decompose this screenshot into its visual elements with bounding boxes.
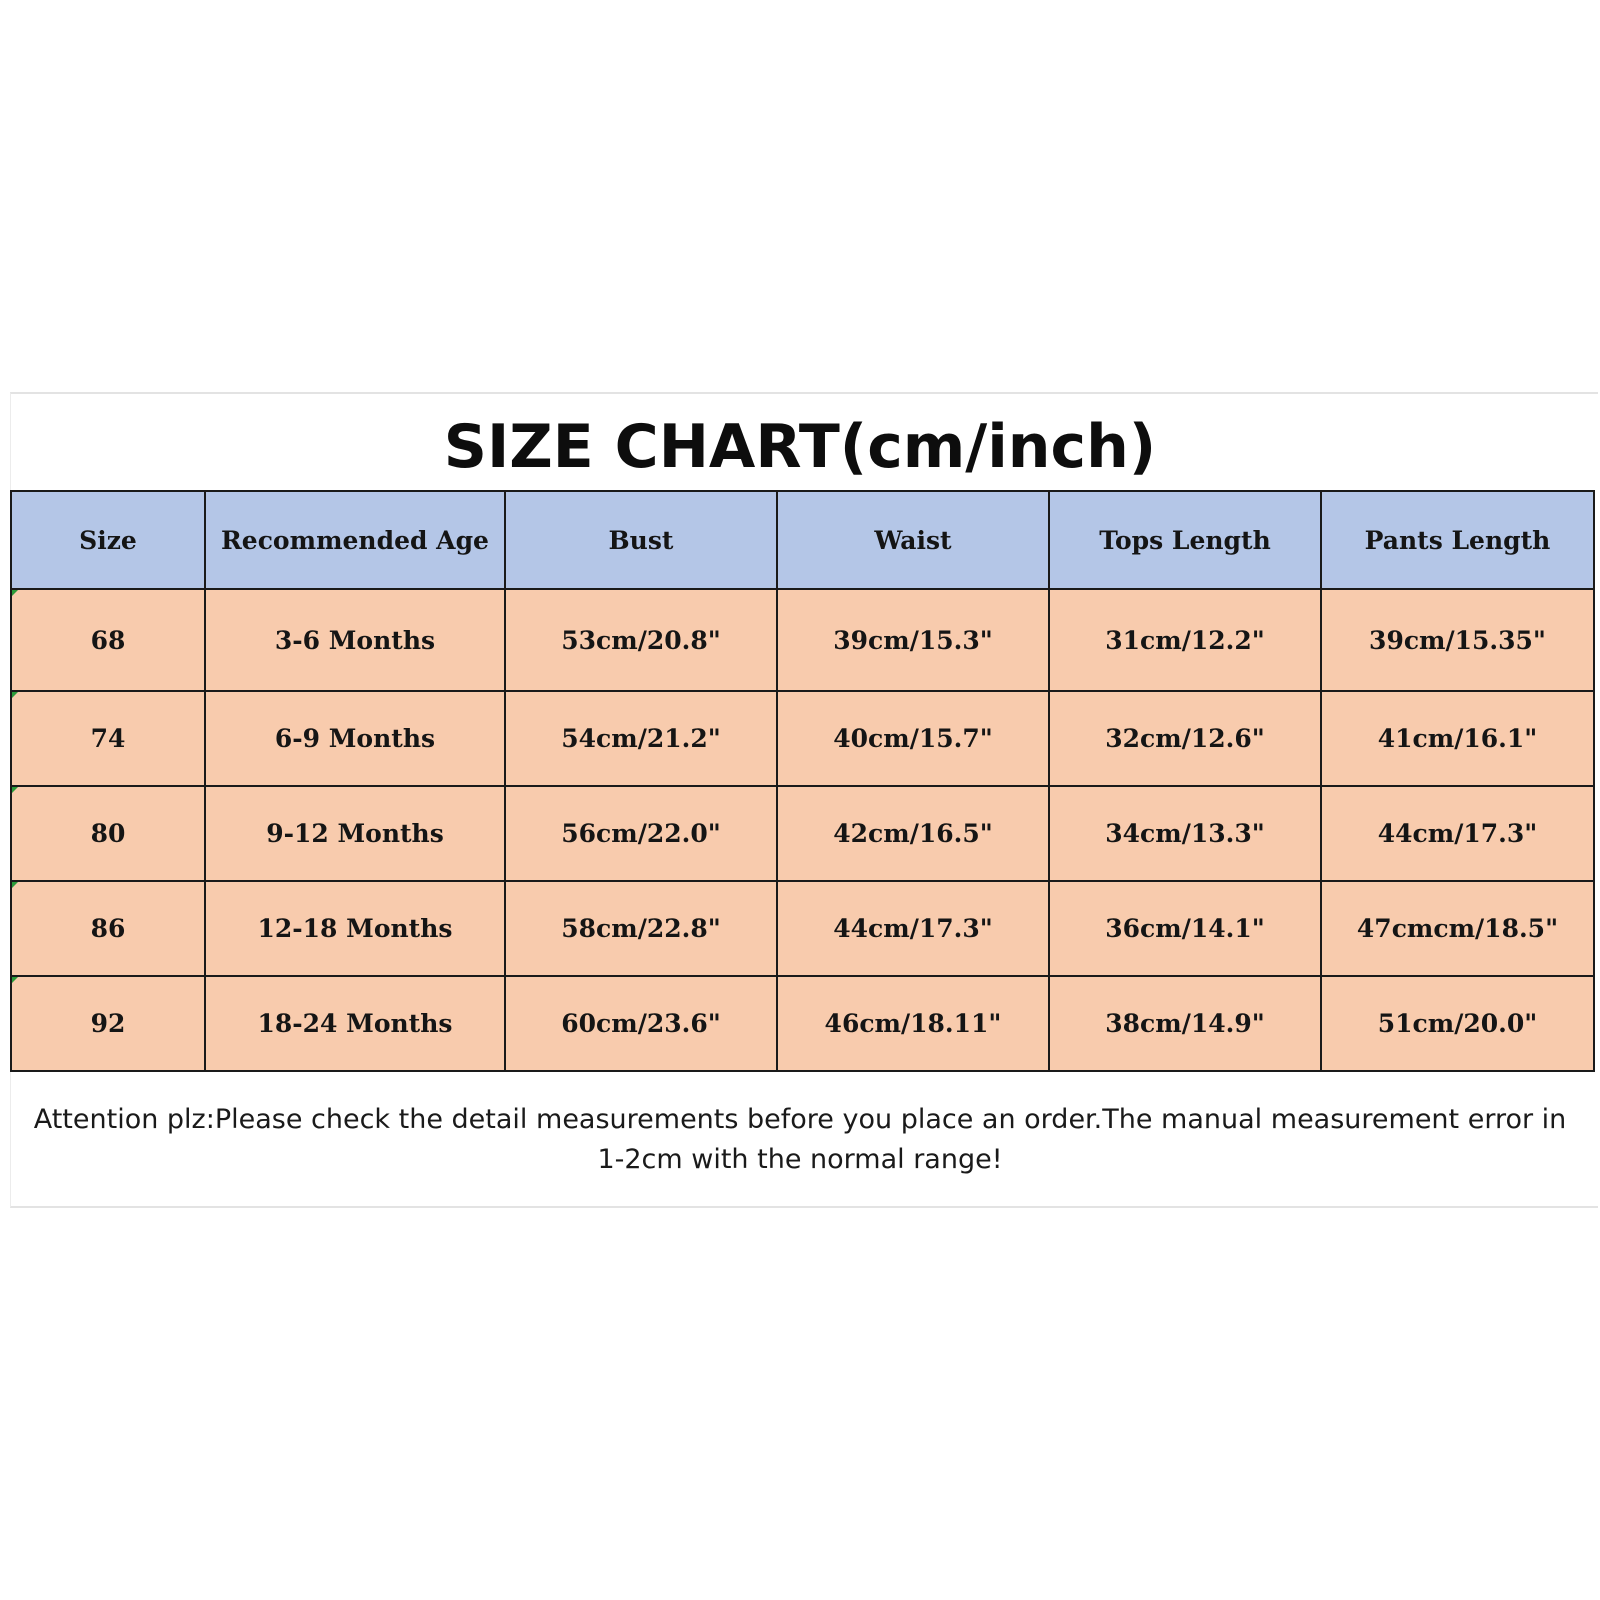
header-recommended-age: Recommended Age bbox=[205, 491, 505, 589]
table-row bbox=[11, 691, 1594, 786]
cell-tops-length: 34cm/13.3" bbox=[1049, 786, 1321, 881]
cell-waist: 40cm/15.7" bbox=[777, 691, 1049, 786]
cell-size: 92 bbox=[11, 976, 205, 1071]
cell-recommended-age: 12-18 Months bbox=[205, 881, 505, 976]
table-row bbox=[11, 976, 1594, 1071]
table-row bbox=[11, 786, 1594, 881]
cell-tops-length: 31cm/12.2" bbox=[1049, 589, 1321, 691]
cell-recommended-age: 9-12 Months bbox=[205, 786, 505, 881]
cell-waist: 46cm/18.11" bbox=[777, 976, 1049, 1071]
header-pants-length: Pants Length bbox=[1321, 491, 1594, 589]
cell-bust: 58cm/22.8" bbox=[505, 881, 777, 976]
cell-bust: 60cm/23.6" bbox=[505, 976, 777, 1071]
cell-pants-length: 44cm/17.3" bbox=[1321, 786, 1594, 881]
header-row bbox=[11, 491, 1594, 589]
cell-waist: 39cm/15.3" bbox=[777, 589, 1049, 691]
table-row bbox=[11, 881, 1594, 976]
cell-bust: 54cm/21.2" bbox=[505, 691, 777, 786]
cell-recommended-age: 18-24 Months bbox=[205, 976, 505, 1071]
attention-note: Attention plz:Please check the detail measurements before you place an order.The manual measurement error in 1-2cm with the normal range! bbox=[33, 1104, 1567, 1175]
header-tops-length: Tops Length bbox=[1049, 491, 1321, 589]
cell-size: 86 bbox=[11, 881, 205, 976]
size-table bbox=[10, 490, 1595, 1072]
header-bust: Bust bbox=[505, 491, 777, 589]
header-size: Size bbox=[11, 491, 205, 589]
cell-size: 80 bbox=[11, 786, 205, 881]
cell-size: 68 bbox=[11, 589, 205, 691]
cell-pants-length: 51cm/20.0" bbox=[1321, 976, 1594, 1071]
cell-bust: 56cm/22.0" bbox=[505, 786, 777, 881]
cell-tops-length: 36cm/14.1" bbox=[1049, 881, 1321, 976]
cell-tops-length: 32cm/12.6" bbox=[1049, 691, 1321, 786]
cell-bust: 53cm/20.8" bbox=[505, 589, 777, 691]
size-chart-title: SIZE CHART(cm/inch) bbox=[443, 412, 1157, 482]
table-row bbox=[11, 589, 1594, 691]
cell-recommended-age: 3-6 Months bbox=[205, 589, 505, 691]
cell-recommended-age: 6-9 Months bbox=[205, 691, 505, 786]
cell-pants-length: 39cm/15.35" bbox=[1321, 589, 1594, 691]
cell-waist: 42cm/16.5" bbox=[777, 786, 1049, 881]
cell-tops-length: 38cm/14.9" bbox=[1049, 976, 1321, 1071]
cell-size: 74 bbox=[11, 691, 205, 786]
header-waist: Waist bbox=[777, 491, 1049, 589]
cell-pants-length: 41cm/16.1" bbox=[1321, 691, 1594, 786]
cell-pants-length: 47cmcm/18.5" bbox=[1321, 881, 1594, 976]
cell-waist: 44cm/17.3" bbox=[777, 881, 1049, 976]
